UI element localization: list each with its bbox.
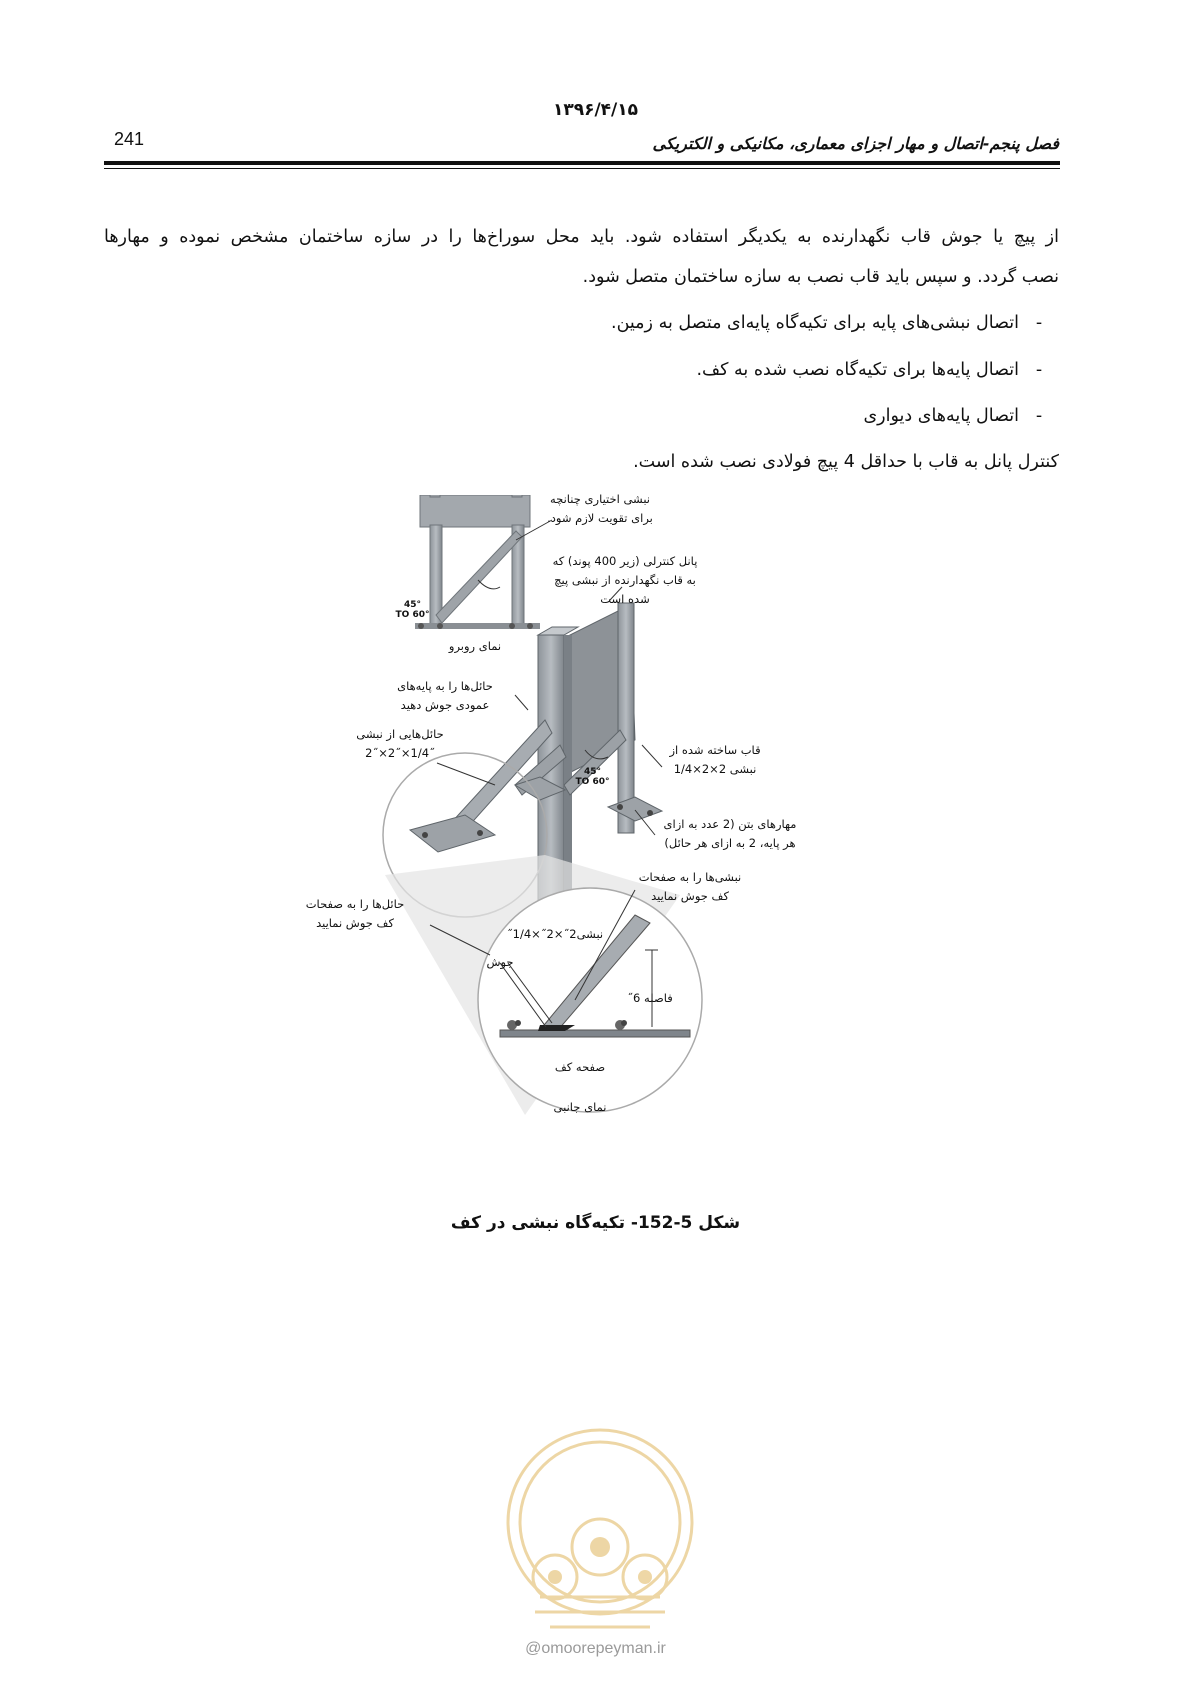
label-braces-angle: حائل‌هایی از نبشی 2˝×2˝×1/4˝ (356, 727, 444, 760)
bullet-item (863, 406, 1059, 426)
bullet-dash: - (1035, 406, 1043, 426)
chapter-title: فصل پنجم-اتصال و مهار اجزای معماری، مکانیکی و الکتریکی (652, 134, 1059, 153)
paragraph-line-1: از پیچ یا جوش قاب نگهدارنده به یکدیگر استفاده شود. باید محل سوراخ‌ها را در سازه ساختمان مشخص نموده و مهارها (104, 227, 1059, 247)
bullet-text: اتصال پایه‌های دیواری (863, 406, 1019, 426)
angle-support-figure (290, 492, 910, 1225)
label-weld: جوش (486, 955, 514, 969)
bullet-text: اتصال نبشی‌های پایه برای تکیه‌گاه پایه‌ای متصل به زمین. (611, 313, 1019, 333)
label-detail-angle: نبشی2˝×2˝×1/4˝ (506, 927, 604, 941)
body-paragraph (104, 217, 1059, 297)
bullet-dash: - (1035, 313, 1043, 333)
header-rule-thin (104, 168, 1060, 169)
bullet-dash: - (1035, 360, 1043, 380)
bullet-item (611, 313, 1059, 333)
label-frame: قاب ساخته شده از نبشی 2×2×1/4 (669, 743, 761, 776)
bullet-text: اتصال پایه‌ها برای تکیه‌گاه نصب شده به کف. (696, 360, 1019, 380)
label-weld-braces: حائل‌ها را به پایه‌های عمودی جوش دهید (397, 679, 493, 712)
label-side-view: نمای جانبی (553, 1100, 607, 1114)
label-floor-plate: صفحه کف (554, 1060, 606, 1074)
bullet-item (696, 360, 1059, 380)
header-date: ۱۳۹۶/۴/۱۵ (552, 100, 639, 120)
label-optional-angle: نبشی اختیاری چنانچه برای تقویت لازم شود. (547, 492, 653, 525)
angle-range-iso: 45° TO 60° (575, 767, 610, 787)
page-number: 241 (114, 129, 145, 149)
watermark-site: @omoorepeyman.ir (525, 1640, 666, 1657)
label-concrete-anchors: مهارهای بتن (2 عدد به ازای هر پایه، 2 به ازای هر حائل) (663, 817, 797, 850)
watermark-logo (480, 1387, 720, 1637)
paragraph-line-2: نصب گردد. و سپس باید قاب نصب به سازه ساختمان متصل شود. (582, 267, 1059, 287)
figure-caption: شکل 5-152- تکیه‌گاه نبشی در کف (450, 1213, 741, 1233)
label-distance: فاصله 6˝ (627, 991, 673, 1005)
label-angles-weld-plates: نبشی‌ها را به صفحات کف جوش نمایید (638, 870, 742, 903)
header-rule-thick (104, 161, 1060, 165)
label-braces-weld-plates: حائل‌ها را به صفحات کف جوش نمایید (305, 897, 405, 930)
label-front-view: نمای روبرو (448, 639, 502, 653)
control-panel-sentence: کنترل پانل به قاب با حداقل 4 پیچ فولادی نصب شده است. (633, 452, 1059, 472)
label-control-panel: پانل کنترلی (زیر 400 پوند) که به قاب نگهدارنده از نبشی پیچ شده است (552, 554, 698, 606)
angle-range-front: 45° TO 60° (395, 600, 430, 620)
logo-seal (480, 1387, 720, 1637)
